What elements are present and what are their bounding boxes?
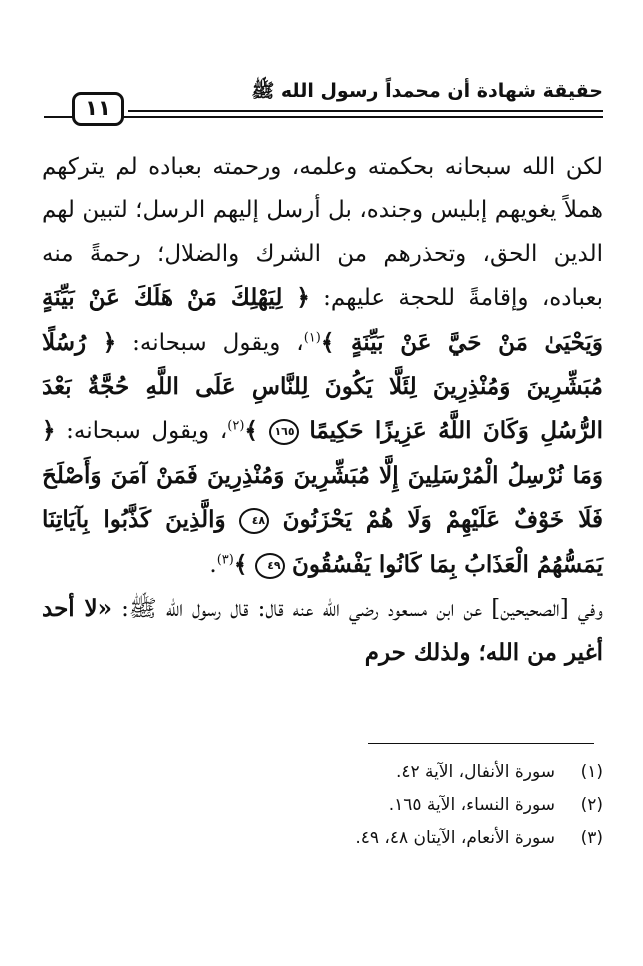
footnote-item	[260, 822, 603, 855]
quran-verse: وَالَّذِينَ كَذَّبُوا بِآيَاتِنَا يَمَسُّهُمُ الْعَذَابُ بِمَا كَانُوا يَفْسُقُونَ	[42, 506, 603, 578]
footnotes	[260, 756, 603, 855]
paragraph-text: ، ويقول سبحانه:	[55, 418, 228, 445]
paragraph-1	[42, 146, 603, 587]
footnote-text: سورة الأنفال، الآية ٤٢.	[395, 762, 555, 782]
footnote-number: (٢)	[580, 795, 603, 815]
paragraph-text: لكن الله سبحانه بحكمته وعلمه، ورحمته بعباده لم يتركهم هملاً يغويهم إبليس وجنده، بل أرسل إليهم الرسل؛ لتبين لهم الدين الحق، وتحذرهم من الشرك والضلال؛ رحمةً منه بعباده، وإقامةً للحجة عليهم:	[42, 154, 603, 312]
quran-verse: ﴿ لِيَهْلِكَ مَنْ هَلَكَ عَنْ بَيِّنَةٍ وَيَحْيَىٰ مَنْ حَيَّ عَنْ بَيِّنَةٍ ﴾	[42, 284, 603, 356]
footnote-number: (٣)	[580, 828, 603, 848]
header-rule-bottom	[44, 116, 603, 118]
footnote-text: سورة الأنعام، الآيتان ٤٨، ٤٩.	[355, 828, 555, 848]
running-title: حقيقة شهادة أن محمداً رسول الله ﷺ	[251, 80, 603, 102]
footnote-number: (١)	[580, 762, 603, 782]
ayah-number-badge: ٤٩	[255, 553, 285, 579]
footnote-separator	[368, 743, 594, 744]
hadith-quote: «لا أحد أغير من الله؛ ولذلك حرم	[42, 595, 603, 667]
footnote-item	[260, 789, 603, 822]
ayah-number-badge: ١٦٥	[269, 419, 299, 445]
paragraph-text: .	[209, 551, 217, 578]
footnote-text: سورة النساء، الآية ١٦٥.	[388, 795, 555, 815]
page-number: ١١	[72, 92, 124, 126]
ayah-number-badge: ٤٨	[239, 508, 269, 534]
header-rule-top	[128, 110, 603, 112]
body-text	[42, 146, 603, 676]
quran-verse: ﴿ رُسُلًا مُبَشِّرِينَ وَمُنْذِرِينَ لِئَلَّا يَكُونَ لِلنَّاسِ عَلَى اللَّهِ حُجَّةٌ بَعْدَ الرُّسُلِ وَكَانَ اللَّهُ عَزِيزًا حَكِيمًا	[42, 328, 604, 445]
footnote-item	[260, 756, 603, 789]
quran-verse: ﴿ وَمَا نُرْسِلُ الْمُرْسَلِينَ إِلَّا مُبَشِّرِينَ وَمُنْذِرِينَ فَمَنْ آمَنَ وَأَصْلَحَ فَلَا خَوْفٌ عَلَيْهِمْ وَلَا هُمْ يَحْزَنُونَ	[42, 417, 604, 534]
paragraph-text: وفي [الصحيحين] عن ابن مسعود رضي الله عنه قال: قال رسول الله ﷺ:	[111, 596, 603, 623]
footnote-ref: (٣)	[216, 552, 234, 567]
paragraph-2	[42, 587, 603, 676]
paragraph-text: ، ويقول سبحانه:	[116, 329, 304, 356]
footnote-ref: (١)	[303, 329, 321, 345]
quran-bracket: ﴾	[244, 417, 258, 445]
quran-bracket: ﴾	[233, 550, 248, 578]
footnote-ref: (٢)	[227, 418, 245, 434]
